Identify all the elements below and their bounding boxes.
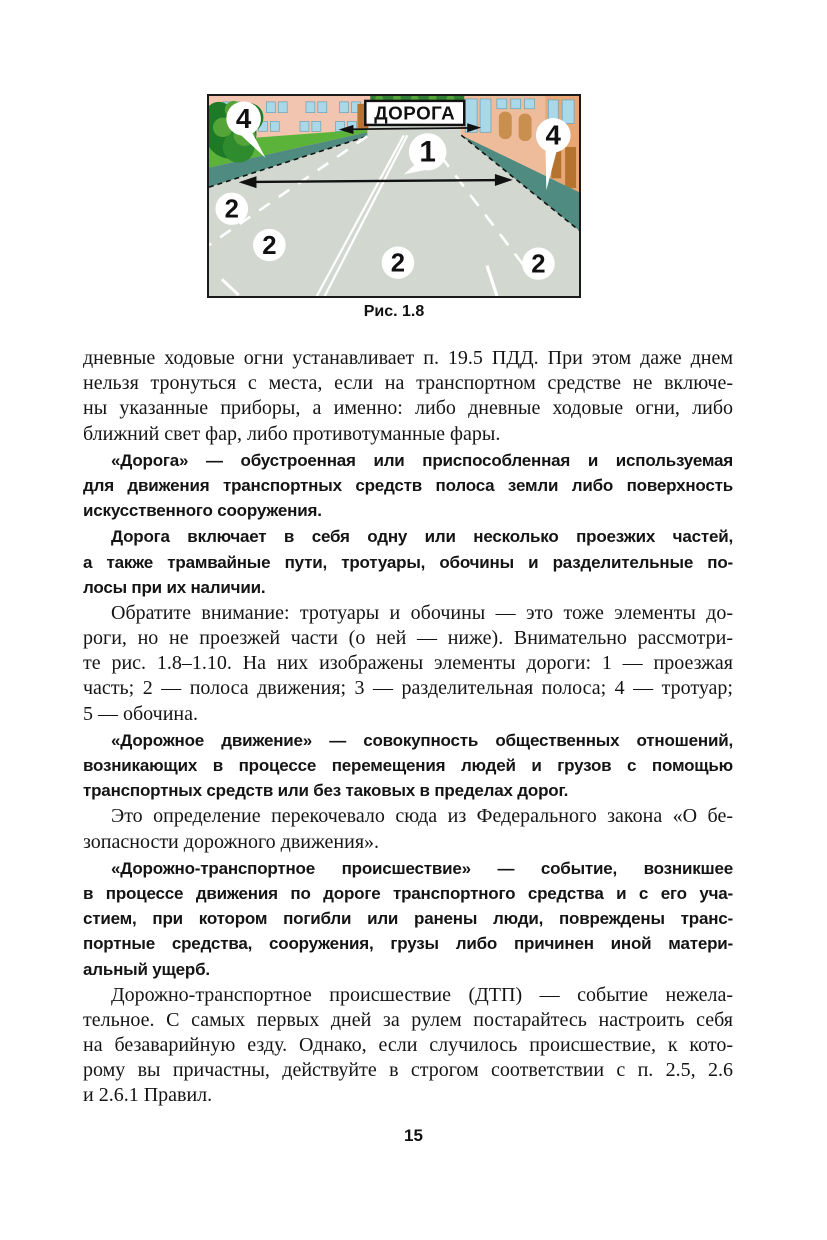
text-line: транспортных средств или без таковых в пределах дорог. xyxy=(83,781,569,801)
text-line: альный ущерб. xyxy=(83,959,210,979)
text-line: «Дорожное движение» — совокупность общественных отношений, xyxy=(111,730,733,750)
text-line: стием, при котором погибли или ранены люди, повреждены транс- xyxy=(83,909,733,929)
bubble-label: 1 xyxy=(419,135,436,169)
bubble-label: 2 xyxy=(224,195,239,224)
text-line: искусственного сооружения. xyxy=(83,501,322,521)
text-line: роги, но не проезжей части (о ней — ниже). Внимательно рассмотри- xyxy=(83,627,733,650)
text-line: ны указанные приборы, а именно: либо дневные ходовые огни, либо xyxy=(83,397,733,420)
paragraph xyxy=(83,448,733,524)
figure-road-illustration xyxy=(207,94,581,298)
paragraph xyxy=(83,601,733,727)
paragraph xyxy=(83,856,733,982)
text-line: Дорога включает в себя одну или несколько проезжих частей, xyxy=(111,527,733,547)
text-line: часть; 2 — полоса движения; 3 — разделительная полоса; 4 — тротуар; xyxy=(83,677,733,700)
figure-scene xyxy=(209,96,579,296)
building-door xyxy=(565,147,576,188)
paragraph xyxy=(83,346,733,447)
text-line: на безаварийную езду. Однако, если случилось происшествие, к кото- xyxy=(83,1034,733,1057)
text-line: для движения транспортных средств полоса земли либо поверхность xyxy=(83,475,733,495)
paragraph xyxy=(83,804,733,854)
bubble-label: 4 xyxy=(545,119,561,151)
text-line: возникающих в процессе перемещения людей и грузов с помощью xyxy=(83,756,733,775)
arched-door xyxy=(519,114,532,141)
text-line: нельзя тронуться с места, если на транспортном средстве не включе- xyxy=(83,372,733,395)
paragraph xyxy=(83,983,733,1109)
bubble-label: 2 xyxy=(531,250,546,279)
sign-text: ДОРОГА xyxy=(374,102,456,124)
text-line: портные средства, сооружения, грузы либо причинен иной матери- xyxy=(83,934,733,954)
text-line: тельное. С самых первых дней за рулем постарайтесь настроить себя xyxy=(83,1008,733,1031)
text-line: Это определение перекочевало сюда из Федерального закона «О бе- xyxy=(111,805,733,828)
paragraph xyxy=(83,524,733,600)
bubble-label: 4 xyxy=(235,102,252,134)
figure-caption: Рис. 1.8 xyxy=(363,303,425,320)
callout-2-d xyxy=(522,247,555,279)
text-line: дневные ходовые огни устанавливает п. 19.5 ПДД. При этом даже днем xyxy=(83,347,733,369)
callout-2-a xyxy=(215,193,248,225)
text-line: и 2.6.1 Правил. xyxy=(83,1084,213,1107)
callout-2-b xyxy=(253,229,286,261)
text-line: лосы при их наличии. xyxy=(83,577,266,597)
text-line: 5 — обочина. xyxy=(83,702,198,725)
text-line: ближний свет фар, либо противотуманные фары. xyxy=(83,422,501,445)
text-line: а также трамвайные пути, тротуары, обочины и разделительные по- xyxy=(83,552,733,572)
text-line: «Дорога» — обустроенная или приспособленная и используемая xyxy=(111,450,733,470)
paragraph xyxy=(83,728,733,804)
text-line: Обратите внимание: тротуары и обочины — это тоже элементы до- xyxy=(111,601,733,624)
bubble-label: 2 xyxy=(262,231,277,260)
text-block xyxy=(83,346,733,1110)
text-line: в процессе движения по дороге транспортного средства и с его уча- xyxy=(83,883,733,903)
arched-door xyxy=(499,112,512,139)
text-line: зопасности дорожного движения». xyxy=(83,830,380,853)
text-line: те рис. 1.8–1.10. На них изображены элементы дороги: 1 — проезжая xyxy=(83,652,733,675)
text-line: Дорожно-транспортное происшествие (ДТП) — событие нежела- xyxy=(111,983,733,1006)
road-sign-doroga xyxy=(365,101,464,125)
text-line: рому вы причастны, действуйте в строгом соответствии с п. 2.5, 2.6 xyxy=(83,1059,733,1082)
page-number: 15 xyxy=(404,1126,423,1145)
callout-2-c xyxy=(382,246,415,278)
text-line: «Дорожно-транспортное происшествие» — событие, возникшее xyxy=(111,858,733,878)
bubble-label: 2 xyxy=(390,249,406,278)
